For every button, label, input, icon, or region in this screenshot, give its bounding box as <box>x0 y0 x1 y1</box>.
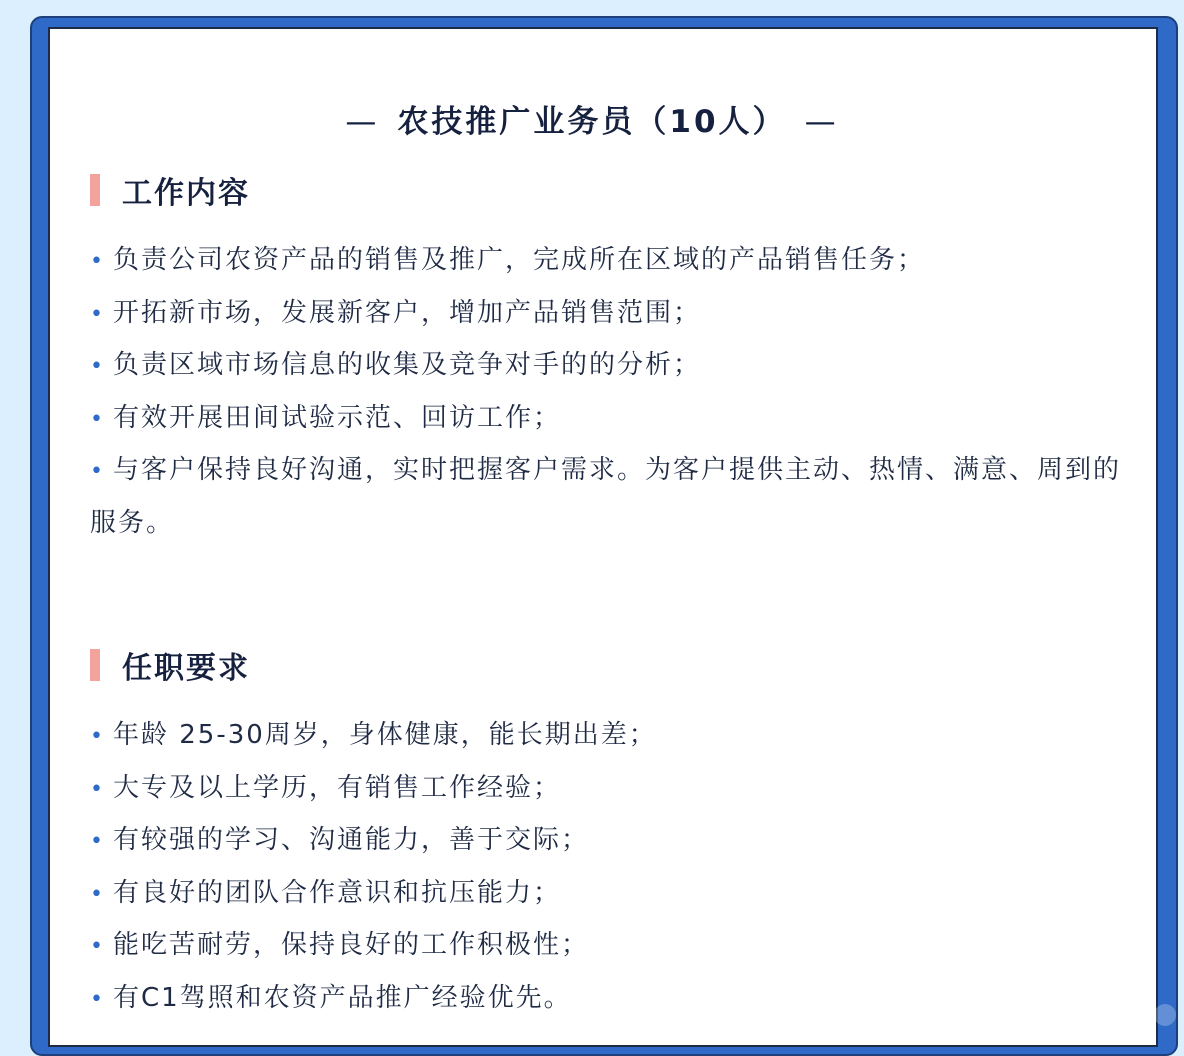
section-heading-job-content <box>90 174 250 211</box>
list-item <box>90 815 1130 868</box>
bullet-icon: • <box>90 776 105 802</box>
list-item-text: 能吃苦耐劳，保持良好的工作积极性； <box>112 930 589 960</box>
list-item <box>90 235 1130 288</box>
list-item <box>90 340 1130 393</box>
list-item-text: 有良好的团队合作意识和抗压能力； <box>112 877 561 908</box>
heading-label: 工作内容 <box>122 176 250 211</box>
bullet-icon: • <box>90 724 105 749</box>
list-item-text: 大专及以上学历，有销售工作经验； <box>112 772 561 803</box>
list-item <box>90 288 1130 341</box>
requirements-list <box>90 710 1130 1025</box>
bullet-icon: • <box>90 459 105 484</box>
job-content-list <box>90 235 1130 548</box>
bullet-icon: • <box>90 406 105 432</box>
heading-label: 任职要求 <box>122 651 250 686</box>
list-item-text: 负责区域市场信息的收集及竞争对手的的分析； <box>112 350 701 380</box>
list-item-text: 有较强的学习、沟通能力，善于交际； <box>112 825 589 855</box>
list-item-text: 有C1驾照和农资产品推广经验优先。 <box>112 982 572 1013</box>
list-item-text: 有效开展田间试验示范、回访工作； <box>112 402 561 433</box>
list-item-text: 开拓新市场，发展新客户，增加产品销售范围； <box>112 297 701 328</box>
bullet-icon: • <box>90 934 105 959</box>
list-item <box>90 973 1130 1026</box>
heading-accent-bar <box>90 649 100 681</box>
bullet-icon: • <box>90 986 105 1012</box>
list-item <box>90 763 1130 816</box>
list-item <box>90 710 1130 763</box>
title-dash-right: — <box>804 104 839 140</box>
bullet-icon: • <box>90 354 105 379</box>
list-item <box>90 920 1130 973</box>
bullet-icon: • <box>90 301 105 327</box>
heading-accent-bar <box>90 174 100 206</box>
bullet-icon: • <box>90 829 105 854</box>
page-title <box>0 96 1184 141</box>
list-item <box>90 445 1130 548</box>
list-item <box>90 868 1130 921</box>
list-item <box>90 393 1130 446</box>
bullet-icon: • <box>90 881 105 907</box>
list-item-text: 年龄 25-30周岁，身体健康，能长期出差； <box>112 720 657 750</box>
title-text: 农技推广业务员（10人） <box>397 104 787 140</box>
list-item-text: 负责公司农资产品的销售及推广，完成所在区域的产品销售任务； <box>112 245 925 275</box>
bullet-icon: • <box>90 249 105 274</box>
watermark-icon <box>1154 1004 1176 1026</box>
title-dash-left: — <box>345 104 380 140</box>
section-heading-requirements <box>90 649 250 686</box>
list-item-text: 与客户保持良好沟通，实时把握客户需求。为客户提供主动、热情、满意、周到的服务。 <box>90 455 1121 538</box>
